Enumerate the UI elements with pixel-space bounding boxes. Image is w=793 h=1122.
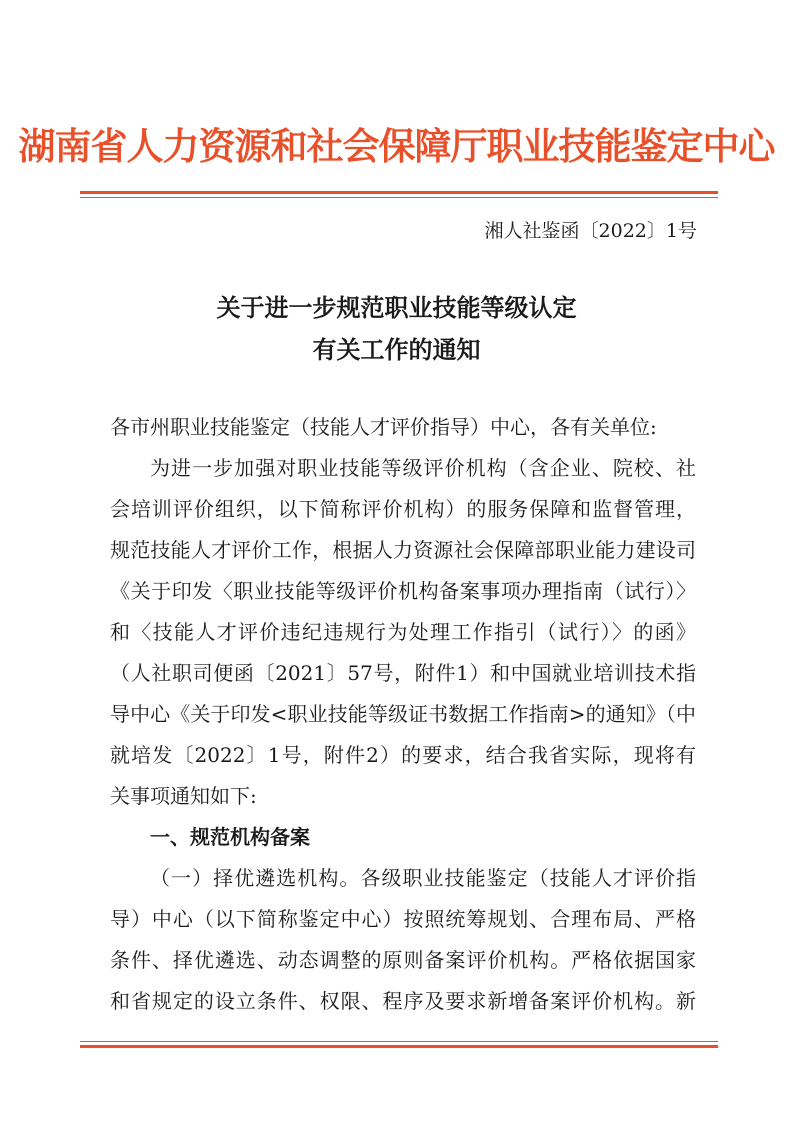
document-number: 湘人社鉴函〔2022〕1号	[484, 220, 697, 242]
section-line: （一）择优遴选机构。各级职业技能鉴定（技能人才评价指	[150, 866, 696, 890]
intro-line: 就培发〔2022〕1号，附件2）的要求，结合我省实际，现将有	[110, 743, 696, 767]
letterhead-rule-thick	[80, 191, 718, 194]
letterhead-rule-thin	[80, 197, 718, 198]
section-line: 导）中心（以下简称鉴定中心）按照统筹规划、合理布局、严格	[110, 907, 696, 931]
footer-rule-thin	[80, 1041, 718, 1042]
intro-line: 会培训评价组织，以下简称评价机构）的服务保障和监督管理，	[110, 497, 696, 521]
intro-line: 为进一步加强对职业技能等级评价机构（含企业、院校、社	[150, 456, 696, 480]
section-heading: 一、规范机构备案	[150, 825, 310, 849]
letterhead-org-name: 湖南省人力资源和社会保障厅职业技能鉴定中心	[18, 125, 775, 168]
section-line: 和省规定的设立条件、权限、程序及要求新增备案评价机构。新	[110, 989, 696, 1013]
intro-line: 规范技能人才评价工作，根据人力资源社会保障部职业能力建设司	[110, 538, 696, 562]
intro-line: 关事项通知如下:	[110, 784, 257, 808]
footer-rule-thick	[80, 1045, 718, 1048]
section-line: 条件、择优遴选、动态调整的原则备案评价机构。严格依据国家	[110, 948, 696, 972]
salutation: 各市州职业技能鉴定（技能人才评价指导）中心，各有关单位:	[110, 415, 657, 439]
title-line-2: 有关工作的通知	[312, 336, 481, 364]
intro-line: 和〈技能人才评价违纪违规行为处理工作指引（试行）〉的函》	[110, 620, 696, 644]
intro-line: 导中心《关于印发<职业技能等级证书数据工作指南>的通知》（中	[110, 702, 696, 726]
intro-line: 《关于印发〈职业技能等级评价机构备案事项办理指南（试行）〉	[110, 579, 696, 603]
title-line-1: 关于进一步规范职业技能等级认定	[216, 294, 577, 322]
document-title	[0, 287, 793, 371]
intro-line: （人社职司便函〔2021〕57号，附件1）和中国就业培训技术指	[110, 661, 696, 685]
